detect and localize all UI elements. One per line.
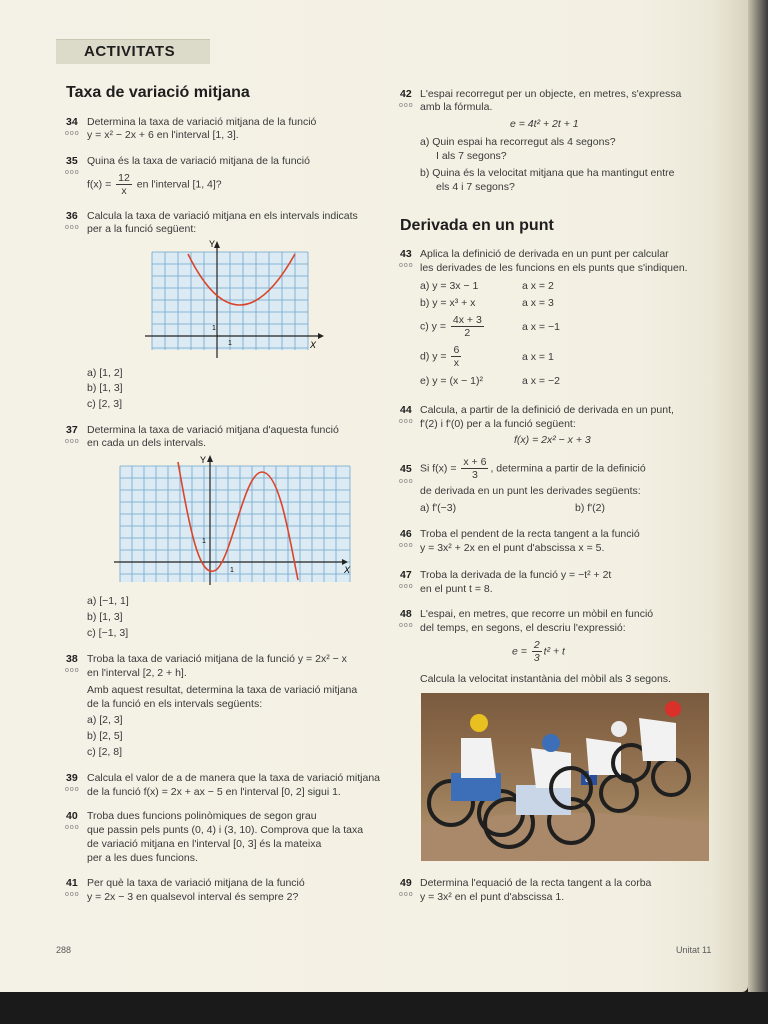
- question-item: els 4 i 7 segons?: [436, 181, 515, 193]
- interval-option: c) [−1, 3]: [87, 627, 129, 639]
- derivative-item: b) f'(2): [575, 502, 606, 514]
- graph-background: [120, 466, 350, 582]
- difficulty-dots: ooo: [399, 418, 414, 425]
- exercise-number: 41: [66, 877, 78, 889]
- formula-line: Si f(x) = $\frac{x + 6}{3}$ , determina a partir de la definició: [420, 456, 646, 481]
- page-number: 288: [56, 945, 72, 955]
- exercise-number: 47: [400, 569, 412, 581]
- exercise-number: 38: [66, 653, 78, 665]
- graph-parabola: [140, 238, 330, 360]
- exercise-text: y = 3x² + 2x en el punt d'abscissa x = 5.: [420, 542, 605, 554]
- derivative-item: b) y = x³ + x: [420, 297, 476, 309]
- x-axis-label: X: [310, 340, 317, 350]
- exercise-number: 42: [400, 88, 412, 100]
- exercise-text: f'(2) i f'(0) per a la funció següent:: [420, 418, 576, 430]
- x-axis-label: X: [344, 565, 351, 575]
- interval-option: b) [2, 5]: [87, 730, 123, 742]
- exercise-number: 37: [66, 424, 78, 436]
- exercise-number: 43: [400, 248, 412, 260]
- exercise-text: Calcula la velocitat instantània del mòbil als 3 segons.: [420, 673, 671, 685]
- interval-option: a) [1, 2]: [87, 367, 123, 379]
- exercise-text: L'espai recorregut per un objecte, en metres, s'expressa: [420, 88, 682, 100]
- exercise-text: Troba la derivada de la funció y = −t² + 2t: [420, 569, 612, 581]
- derivative-item: d) y = $\frac{6}{x}$: [420, 344, 460, 369]
- formula-line: e = $\frac{2}{3}$ t² + t: [512, 639, 565, 664]
- y-unit-label: 1: [202, 538, 206, 545]
- difficulty-dots: ooo: [399, 102, 414, 109]
- exercise-text: Aplica la definició de derivada en un punt per calcular: [420, 248, 669, 260]
- exercise-text: Determina l'equació de la recta tangent a la corba: [420, 877, 652, 889]
- exercise-text: y = 3x² en el punt d'abscissa 1.: [420, 891, 565, 903]
- interval-option: a) [2, 3]: [87, 714, 123, 726]
- y-axis-label: Y: [209, 239, 216, 249]
- derivative-point: a x = −2: [522, 375, 560, 387]
- derivative-item: a) f'(−3): [420, 502, 457, 514]
- formula-line: f(x) = $\frac{12}{x}$ en l'interval [1, 4]?: [87, 172, 222, 197]
- section-title-derivative: Derivada en un punt: [400, 217, 554, 234]
- banner-label: ACTIVITATS: [84, 43, 176, 60]
- difficulty-dots: ooo: [65, 130, 80, 137]
- exercise-text: les derivades de les funcions en els punts que s'indiquen.: [420, 262, 688, 274]
- exercise-text: Calcula la taxa de variació mitjana en els intervals indicats: [87, 210, 358, 222]
- derivative-point: a x = 2: [522, 280, 554, 292]
- exercise-text: Calcula el valor de a de manera que la taxa de variació mitjana: [87, 772, 381, 784]
- exercise-number: 35: [66, 155, 78, 167]
- derivative-item: a) y = 3x − 1: [420, 280, 479, 292]
- difficulty-dots: ooo: [399, 583, 414, 590]
- x-unit-label: 1: [230, 567, 234, 574]
- graph-cubic: [110, 452, 360, 587]
- difficulty-dots: ooo: [399, 478, 414, 485]
- derivative-item: c) y = $\frac{4x + 3}{2}$: [420, 314, 482, 339]
- question-item: b) Quina és la velocitat mitjana que ha mantingut entre: [420, 167, 675, 179]
- y-unit-label: 1: [212, 325, 216, 332]
- exercise-text: amb la fórmula.: [420, 101, 493, 113]
- exercise-text: del temps, en segons, el descriu l'expressió:: [420, 622, 626, 634]
- exercise-text: Determina la taxa de variació mitjana d'aquesta funció: [87, 424, 339, 436]
- exercise-text: Calcula, a partir de la definició de derivada en un punt,: [420, 404, 674, 416]
- y-axis-label: Y: [200, 455, 207, 465]
- exercise-number: 46: [400, 528, 412, 540]
- exercise-number: 48: [400, 608, 412, 620]
- exercise-text: en l'interval [2, 2 + h].: [87, 667, 187, 679]
- exercise-text: que passin pels punts (0, 4) i (3, 10). Comprova que la taxa: [87, 824, 364, 836]
- difficulty-dots: ooo: [65, 824, 80, 831]
- derivative-point: a x = −1: [522, 321, 560, 333]
- derivative-point: a x = 3: [522, 297, 554, 309]
- exercise-number: 49: [400, 877, 412, 889]
- interval-option: a) [−1, 1]: [87, 595, 129, 607]
- difficulty-dots: ooo: [65, 224, 80, 231]
- interval-option: b) [1, 3]: [87, 611, 123, 623]
- exercise-text: Determina la taxa de variació mitjana de la funció: [87, 116, 317, 128]
- section-title-average-rate: Taxa de variació mitjana: [66, 84, 250, 101]
- question-item: a) Quin espai ha recorregut als 4 segons?: [420, 136, 616, 148]
- difficulty-dots: ooo: [399, 262, 414, 269]
- difficulty-dots: ooo: [65, 786, 80, 793]
- difficulty-dots: ooo: [65, 438, 80, 445]
- exercise-text: Amb aquest resultat, determina la taxa de variació mitjana: [87, 684, 358, 696]
- exercise-number: 34: [66, 116, 78, 128]
- exercise-text: L'espai, en metres, que recorre un mòbil en funció: [420, 608, 654, 620]
- exercise-text: y = x² − 2x + 6 en l'interval [1, 3].: [87, 129, 239, 141]
- interval-option: c) [2, 8]: [87, 746, 123, 758]
- difficulty-dots: ooo: [399, 542, 414, 549]
- difficulty-dots: ooo: [65, 169, 80, 176]
- difficulty-dots: ooo: [65, 667, 80, 674]
- rider-4: [613, 701, 689, 795]
- bib-number: 8: [585, 774, 591, 785]
- formula: e = 4t² + 2t + 1: [510, 118, 579, 130]
- exercise-text: Troba dues funcions polinòmiques de segon grau: [87, 810, 317, 822]
- unit-label: Unitat 11: [676, 945, 712, 955]
- exercise-text: y = 2x − 3 en qualsevol interval és sempre 2?: [87, 891, 299, 903]
- exercise-number: 39: [66, 772, 78, 784]
- derivative-point: a x = 1: [522, 351, 554, 363]
- exercise-text: Troba la taxa de variació mitjana de la funció y = 2x² − x: [87, 653, 347, 665]
- interval-option: c) [2, 3]: [87, 398, 123, 410]
- exercise-text: Troba el pendent de la recta tangent a la funció: [420, 528, 640, 540]
- exercise-text: Per què la taxa de variació mitjana de la funció: [87, 877, 305, 889]
- exercise-text: de la funció en els intervals següents:: [87, 698, 263, 710]
- activities-banner: [56, 39, 210, 64]
- exercise-text: de la funció f(x) = 2x + ax − 5 en l'interval [0, 2] sigui 1.: [87, 786, 341, 798]
- exercise-number: 44: [400, 404, 412, 416]
- x-unit-label: 1: [228, 340, 232, 347]
- exercise-text: de derivada en un punt les derivades següents:: [420, 485, 641, 497]
- exercise-text: en el punt t = 8.: [420, 583, 493, 595]
- difficulty-dots: ooo: [65, 891, 80, 898]
- speedway-illustration: [421, 693, 709, 861]
- exercise-text: en cada un dels intervals.: [87, 437, 207, 449]
- exercise-text: Quina és la taxa de variació mitjana de la funció: [87, 155, 310, 167]
- exercise-text: de variació mitjana en l'interval [0, 3] és la mateixa: [87, 838, 322, 850]
- exercise-text: per a la funció següent:: [87, 223, 197, 235]
- speedway-photo: [421, 693, 709, 861]
- exercise-number: 45: [400, 463, 412, 475]
- difficulty-dots: ooo: [399, 891, 414, 898]
- formula: f(x) = 2x² − x + 3: [514, 434, 591, 446]
- page-edge-shadow: [748, 0, 768, 992]
- question-item: I als 7 segons?: [436, 150, 507, 162]
- exercise-number: 36: [66, 210, 78, 222]
- difficulty-dots: ooo: [399, 622, 414, 629]
- derivative-item: e) y = (x − 1)²: [420, 375, 484, 387]
- exercise-text: per a les dues funcions.: [87, 852, 198, 864]
- exercise-number: 40: [66, 810, 78, 822]
- interval-option: b) [1, 3]: [87, 382, 123, 394]
